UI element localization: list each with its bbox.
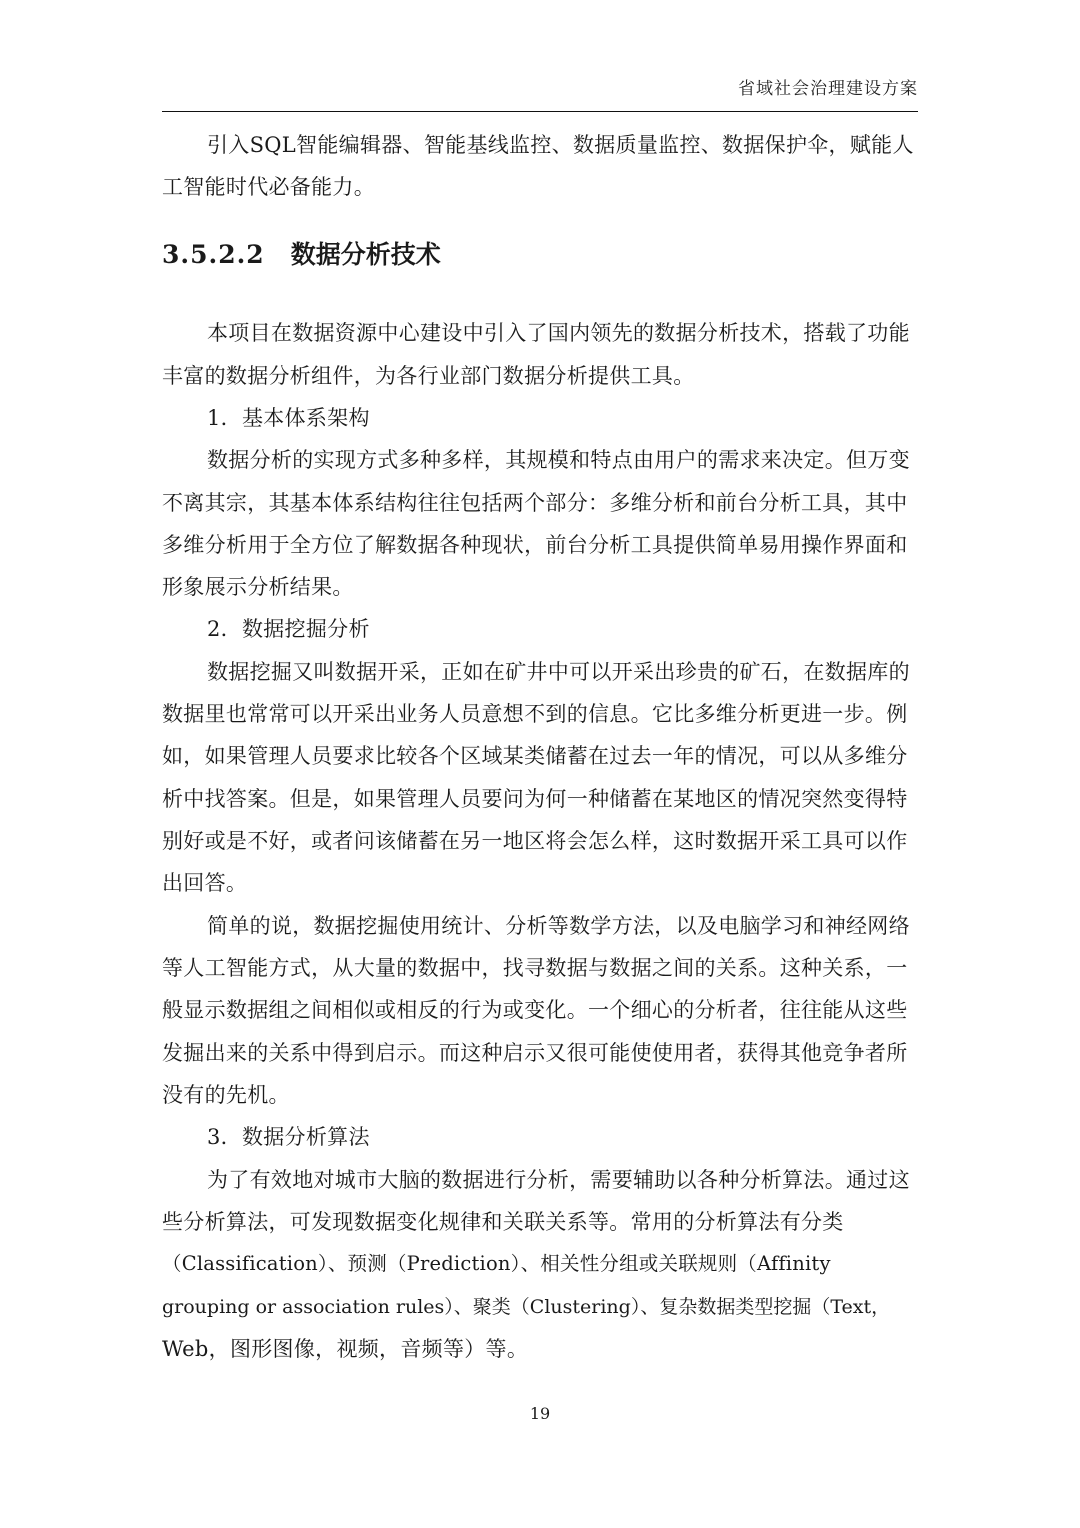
body-line: 本项目在数据资源中心建设中引入了国内领先的数据分析技术，搭载了功能 <box>207 321 910 345</box>
body-line: 简单的说，数据挖掘使用统计、分析等数学方法，以及电脑学习和神经网络 <box>207 914 910 938</box>
body-line: 如，如果管理人员要求比较各个区域某类储蓄在过去一年的情况，可以从多维分 <box>162 744 908 768</box>
body-line: 般显示数据组之间相似或相反的行为或变化。一个细心的分析者，往往能从这些 <box>162 998 908 1022</box>
body-line: 多维分析用于全方位了解数据各种现状，前台分析工具提供简单易用操作界面和 <box>162 533 908 557</box>
item-heading: 3．数据分析算法 <box>207 1125 370 1149</box>
body-line: 不离其宗，其基本体系结构往往包括两个部分：多维分析和前台分析工具，其中 <box>162 491 908 515</box>
page-number: 19 <box>529 1404 551 1423</box>
body-line: 些分析算法，可发现数据变化规律和关联关系等。常用的分析算法有分类 <box>162 1210 844 1234</box>
section-title: 数据分析技术 <box>290 240 441 269</box>
section-number: 3.5.2.2 <box>162 240 265 269</box>
body-line: 工智能时代必备能力。 <box>162 175 375 199</box>
body-line: 引入SQL智能编辑器、智能基线监控、数据质量监控、数据保护伞，赋能人 <box>207 133 914 157</box>
body-line: Web，图形图像，视频，音频等）等。 <box>162 1337 529 1361</box>
body-line: 数据挖掘又叫数据开采，正如在矿井中可以开采出珍贵的矿石，在数据库的 <box>207 660 910 684</box>
header-divider <box>162 111 918 112</box>
body-line: grouping or association rules）、聚类（Clustering）、复杂数据类型挖掘（Text， <box>162 1296 891 1318</box>
body-line: 丰富的数据分析组件，为各行业部门数据分析提供工具。 <box>162 364 695 388</box>
section-heading <box>162 238 441 272</box>
body-line: 形象展示分析结果。 <box>162 575 354 599</box>
body-line: 没有的先机。 <box>162 1083 290 1107</box>
body-line: 别好或是不好，或者问该储蓄在另一地区将会怎么样，这时数据开采工具可以作 <box>162 829 908 853</box>
body-line: 发掘出来的关系中得到启示。而这种启示又很可能使使用者，获得其他竞争者所 <box>162 1041 908 1065</box>
running-header: 省域社会治理建设方案 <box>738 79 918 99</box>
body-line: 数据里也常常可以开采出业务人员意想不到的信息。它比多维分析更进一步。例 <box>162 702 908 726</box>
item-heading: 1．基本体系架构 <box>207 406 370 430</box>
body-line: 析中找答案。但是，如果管理人员要问为何一种储蓄在某地区的情况突然变得特 <box>162 787 908 811</box>
body-line: 出回答。 <box>162 871 248 895</box>
body-line: （Classification）、预测（Prediction）、相关性分组或关联规则（Affinity <box>162 1252 831 1275</box>
body-line: 为了有效地对城市大脑的数据进行分析，需要辅助以各种分析算法。通过这 <box>207 1168 910 1192</box>
body-line: 等人工智能方式，从大量的数据中，找寻数据与数据之间的关系。这种关系，一 <box>162 956 908 980</box>
body-line: 数据分析的实现方式多种多样，其规模和特点由用户的需求来决定。但万变 <box>207 448 910 472</box>
item-heading: 2．数据挖掘分析 <box>207 617 370 641</box>
